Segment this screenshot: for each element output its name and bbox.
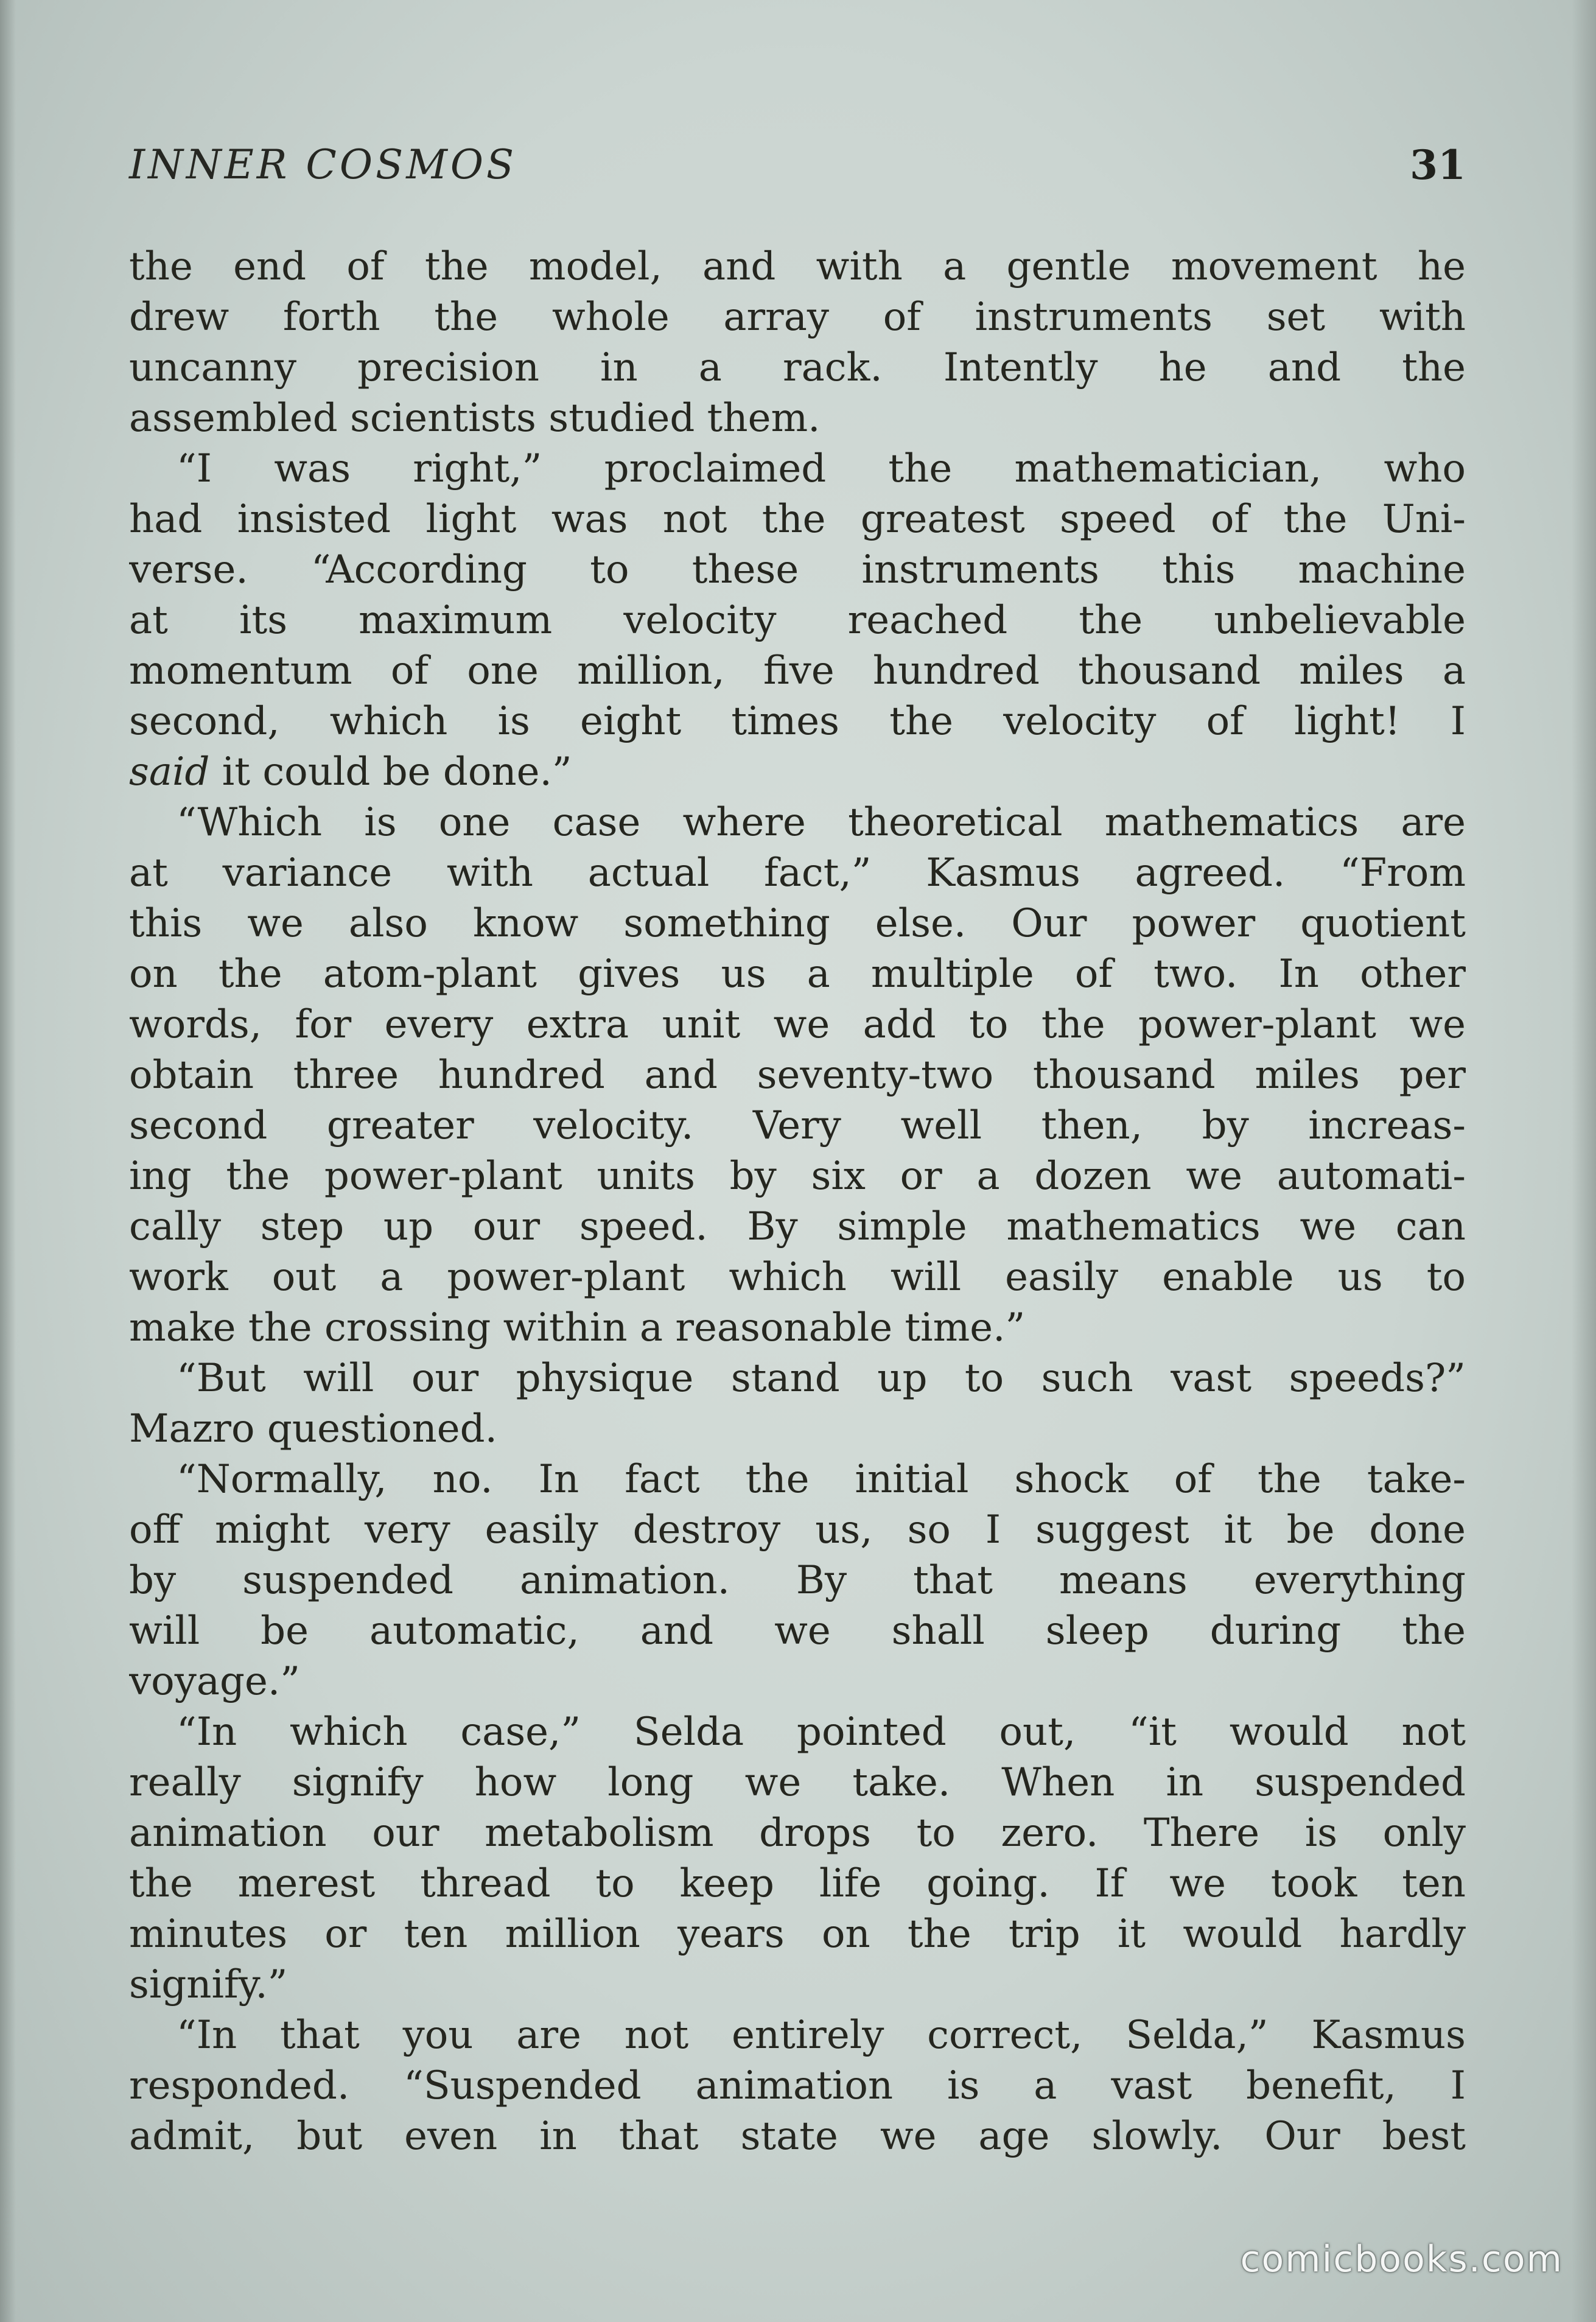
- text-line: Mazro questioned.: [129, 1406, 497, 1451]
- text-line: admit, but even in that state we age slowly. Our best: [129, 2114, 1466, 2159]
- page-edge-right: [1572, 0, 1596, 2322]
- text-line: second greater velocity. Very well then, by increas-: [129, 1103, 1466, 1148]
- line-text: it could be done.”: [209, 749, 572, 794]
- text-line: [129, 747, 1466, 798]
- body-text: [129, 242, 1466, 2162]
- text-line: animation our metabolism drops to zero. There is only: [129, 1811, 1466, 1856]
- watermark: comicbooks.com: [1240, 2238, 1563, 2281]
- text-line: assembled scientists studied them.: [129, 396, 821, 441]
- text-line: at its maximum velocity reached the unbelievable: [129, 598, 1466, 643]
- text-line: “Normally, no. In fact the initial shock of the take-: [177, 1457, 1466, 1502]
- text-line: will be automatic, and we shall sleep during the: [129, 1608, 1466, 1654]
- text-line: “In which case,” Selda pointed out, “it would not: [177, 1710, 1466, 1755]
- page-number: 31: [1410, 141, 1466, 189]
- text-line: at variance with actual fact,” Kasmus agreed. “From: [129, 851, 1466, 896]
- text-line: uncanny precision in a rack. Intently he and the: [129, 345, 1466, 390]
- text-line: minutes or ten million years on the trip it would hardly: [129, 1912, 1466, 1957]
- text-line: drew forth the whole array of instruments set with: [129, 295, 1466, 340]
- text-line: really signify how long we take. When in suspended: [129, 1760, 1466, 1805]
- text-line: verse. “According to these instruments this machine: [129, 547, 1466, 592]
- text-line: voyage.”: [129, 1659, 300, 1704]
- text-line: obtain three hundred and seventy-two thousand miles per: [129, 1053, 1466, 1098]
- text-line: ing the power-plant units by six or a dozen we automati-: [129, 1154, 1466, 1199]
- text-line: second, which is eight times the velocity of light! I: [129, 699, 1466, 744]
- text-line: momentum of one million, five hundred thousand miles a: [129, 648, 1466, 693]
- page-edge-left: [0, 0, 16, 2322]
- text-line: “But will our physique stand up to such vast speeds?”: [177, 1356, 1466, 1401]
- text-line: the merest thread to keep life going. If we took ten: [129, 1861, 1466, 1906]
- text-line: on the atom-plant gives us a multiple of two. In other: [129, 952, 1466, 997]
- text-line: the end of the model, and with a gentle movement he: [129, 244, 1466, 289]
- text-line: “In that you are not entirely correct, Selda,” Kasmus: [177, 2013, 1466, 2058]
- text-line: cally step up our speed. By simple mathematics we can: [129, 1204, 1466, 1249]
- text-line: this we also know something else. Our power quotient: [129, 901, 1466, 946]
- text-line: signify.”: [129, 1962, 288, 2007]
- text-line: by suspended animation. By that means everything: [129, 1558, 1466, 1603]
- text-line: off might very easily destroy us, so I suggest it be done: [129, 1507, 1466, 1552]
- running-title: INNER COSMOS: [129, 141, 517, 188]
- text-line: had insisted light was not the greatest speed of the Uni-: [129, 497, 1466, 542]
- text-line: responded. “Suspended animation is a vast benefit, I: [129, 2063, 1466, 2108]
- text-line: “I was right,” proclaimed the mathematician, who: [177, 446, 1466, 491]
- text-line: words, for every extra unit we add to the power-plant we: [129, 1002, 1466, 1047]
- text-line: “Which is one case where theoretical mathematics are: [177, 800, 1466, 845]
- italic-word: said: [129, 749, 210, 794]
- running-header: [129, 141, 1466, 196]
- text-line: work out a power-plant which will easily enable us to: [129, 1255, 1466, 1300]
- text-line: make the crossing within a reasonable time.”: [129, 1305, 1026, 1350]
